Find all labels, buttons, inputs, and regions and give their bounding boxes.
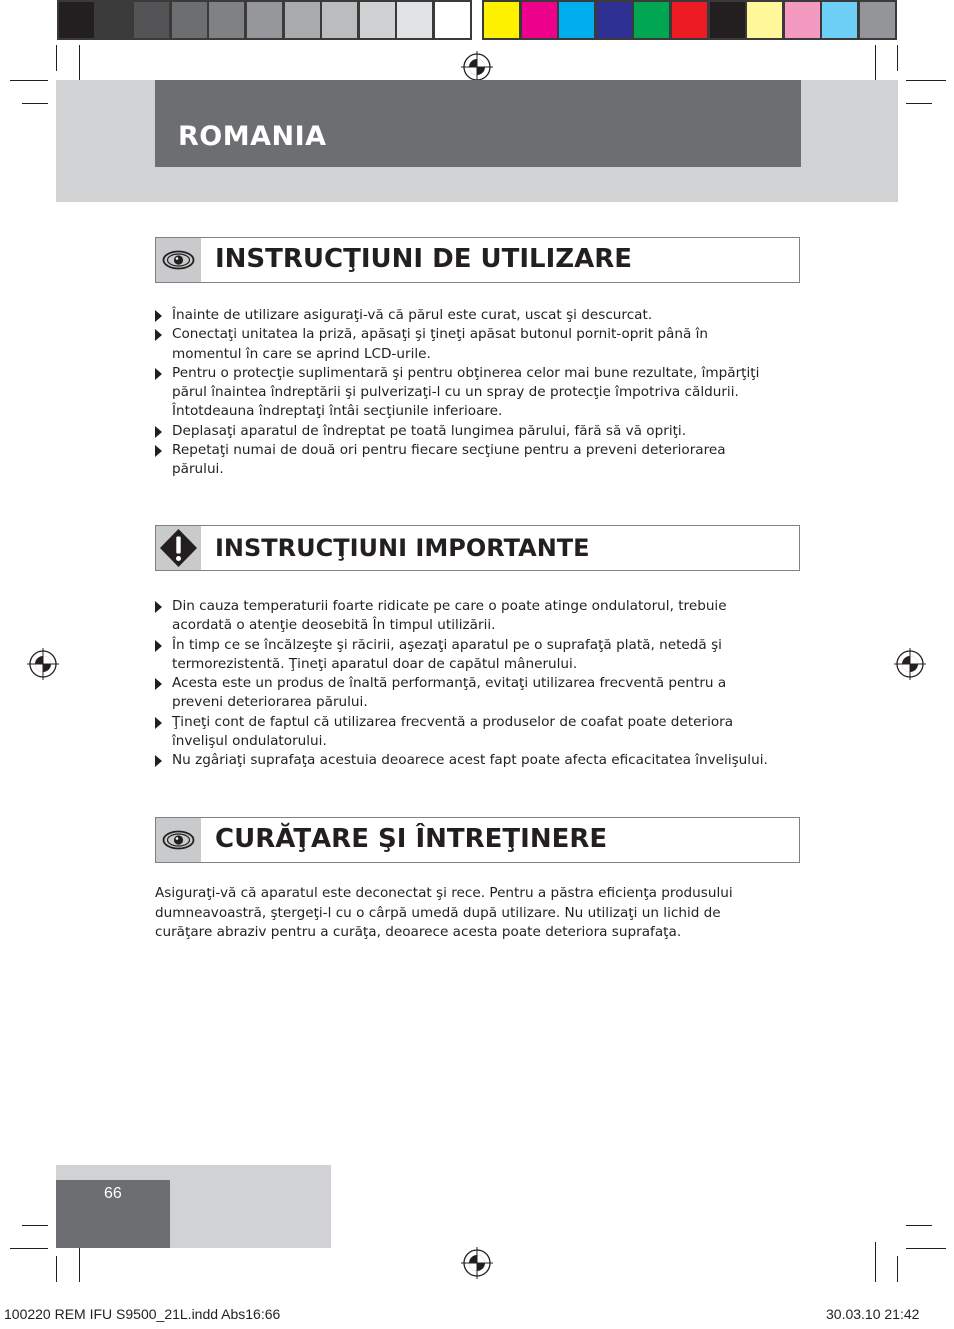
- list-item: Pentru o protecţie suplimentară şi pentru obţinerea celor mai bune rezultate, împărţiţi părul înaintea îndreptării şi pulverizaţi-l cu un spray de protecţie împotriva căldurii. Întotdeauna îndreptaţi întâi secţiunile inferioare.: [155, 364, 780, 422]
- section-header-important: [155, 525, 800, 571]
- page-number-box: [56, 1180, 170, 1248]
- section-title: CURĂŢARE ŞI ÎNTREŢINERE: [215, 824, 608, 854]
- crop-mark: [79, 45, 80, 85]
- list-item: În timp ce se încălzeşte şi răcirii, aşezaţi aparatul pe o suprafaţă plată, netedă şi termorezistentă. Ţineţi aparatul doar de capătul mânerului.: [155, 636, 780, 675]
- crop-mark: [79, 1242, 80, 1282]
- cleaning-paragraph: Asiguraţi-vă că aparatul este deconectat şi rece. Pentru a păstra eficienţa produsului dumneavoastră, ştergeţi-l cu o cârpă umedă după utilizare. Nu utilizaţi un lichid de curăţare abraziv pentru a curăţa, deoarece acesta poate deteriora suprafaţa.: [155, 885, 733, 941]
- arrow-right-icon: [155, 601, 162, 613]
- crop-mark: [56, 45, 57, 71]
- section-title: INSTRUCŢIUNI DE UTILIZARE: [215, 244, 633, 274]
- color-swatch: [484, 2, 519, 38]
- crop-mark: [10, 80, 48, 81]
- color-swatch: [209, 2, 244, 38]
- crop-mark: [875, 45, 876, 85]
- crop-mark: [875, 1242, 876, 1282]
- registration-mark-icon: [27, 648, 59, 680]
- color-swatch: [397, 2, 432, 38]
- color-swatch: [559, 2, 594, 38]
- section-title: INSTRUCŢIUNI IMPORTANTE: [215, 534, 590, 562]
- list-item: Repetaţi numai de două ori pentru fiecare secţiune pentru a preveni deteriorarea părului.: [155, 441, 780, 480]
- list-item: Din cauza temperaturii foarte ridicate pe care o poate atinge ondulatorul, trebuie acordată o atenţie deosebită În timpul utilizării.: [155, 597, 780, 636]
- color-swatch: [134, 2, 169, 38]
- page-title: ROMANIA: [178, 121, 327, 152]
- color-swatch: [360, 2, 395, 38]
- color-swatch: [247, 2, 282, 38]
- color-swatch: [59, 2, 94, 38]
- crop-mark: [906, 1225, 932, 1226]
- crop-mark: [897, 1256, 898, 1282]
- eye-icon: [156, 818, 201, 862]
- section-header-usage: [155, 237, 800, 283]
- arrow-right-icon: [155, 329, 162, 341]
- color-swatch: [285, 2, 320, 38]
- color-swatch: [322, 2, 357, 38]
- slug-timestamp: 30.03.10 21:42: [826, 1306, 920, 1322]
- registration-mark-icon: [894, 648, 926, 680]
- section-header-cleaning: [155, 817, 800, 863]
- color-swatch: [710, 2, 745, 38]
- registration-mark-icon: [461, 1247, 493, 1279]
- color-swatch: [97, 2, 132, 38]
- registration-mark-icon: [461, 51, 493, 83]
- crop-mark: [56, 1256, 57, 1282]
- crop-mark: [906, 103, 932, 104]
- crop-mark: [10, 1248, 48, 1249]
- list-item: Ţineţi cont de faptul că utilizarea frecventă a produselor de coafat poate deteriora învelişul ondulatorului.: [155, 713, 780, 752]
- arrow-right-icon: [155, 755, 162, 767]
- arrow-right-icon: [155, 640, 162, 652]
- list-item: Deplasaţi aparatul de îndreptat pe toată lungimea părului, fără să vă opriţi.: [155, 422, 780, 441]
- color-swatch: [785, 2, 820, 38]
- arrow-right-icon: [155, 368, 162, 380]
- arrow-right-icon: [155, 445, 162, 457]
- color-swatch: [860, 2, 895, 38]
- page-number: 66: [104, 1185, 122, 1202]
- crop-mark: [897, 45, 898, 71]
- list-item: Acesta este un produs de înaltă performanţă, evitaţi utilizarea frecventă pentru a preveni deteriorarea părului.: [155, 674, 780, 713]
- slug-file-info: 100220 REM IFU S9500_21L.indd Abs16:66: [4, 1306, 281, 1322]
- color-swatch: [522, 2, 557, 38]
- list-item: Conectaţi unitatea la priză, apăsaţi şi ţineţi apăsat butonul pornit-oprit până în momentul în care se aprind LCD-urile.: [155, 325, 780, 364]
- eye-icon: [156, 238, 201, 282]
- crop-mark: [906, 1248, 946, 1249]
- warning-icon: [156, 526, 201, 570]
- crop-mark: [22, 103, 48, 104]
- arrow-right-icon: [155, 717, 162, 729]
- color-swatch: [672, 2, 707, 38]
- important-list: [155, 597, 780, 771]
- arrow-right-icon: [155, 678, 162, 690]
- list-item: Înainte de utilizare asiguraţi-vă că părul este curat, uscat şi descurcat.: [155, 306, 780, 325]
- crop-mark: [22, 1225, 48, 1226]
- arrow-right-icon: [155, 426, 162, 438]
- list-item: Nu zgâriaţi suprafaţa acestuia deoarece acest fapt poate afecta eficacitatea învelişului.: [155, 751, 780, 770]
- color-swatch: [822, 2, 857, 38]
- color-swatch: [435, 2, 470, 38]
- usage-list: [155, 306, 780, 480]
- color-swatch: [597, 2, 632, 38]
- color-swatch: [747, 2, 782, 38]
- color-swatch: [634, 2, 669, 38]
- color-swatch: [172, 2, 207, 38]
- crop-mark: [906, 80, 946, 81]
- arrow-right-icon: [155, 310, 162, 322]
